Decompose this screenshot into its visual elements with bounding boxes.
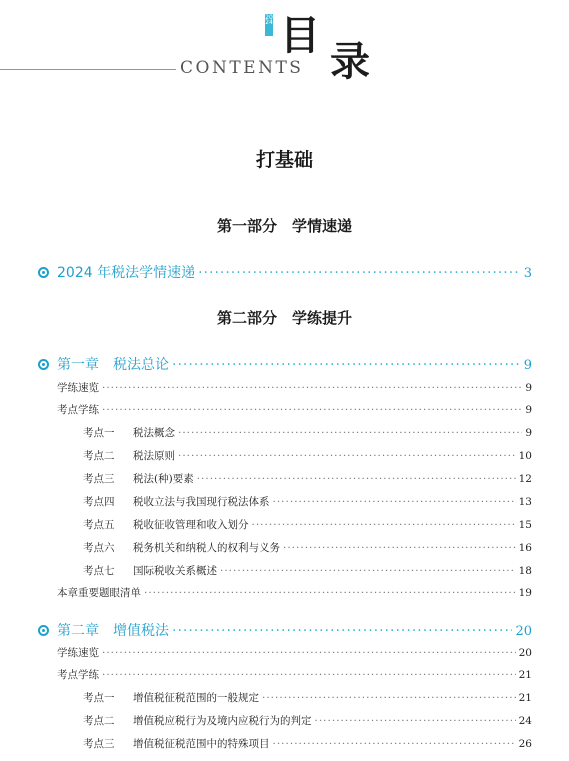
year-badge: 2024 <box>265 14 273 36</box>
toc-entry-label: 税务机关和纳税人的权利与义务 <box>133 542 280 554</box>
toc-chapter-2[interactable] <box>38 620 532 640</box>
dot-leader <box>273 738 516 750</box>
toc-page-number: 10 <box>518 450 532 462</box>
dot-leader <box>102 382 522 394</box>
point-code: 考点七 <box>83 565 115 577</box>
dot-leader <box>178 450 516 462</box>
toc-page-number: 24 <box>518 715 532 727</box>
toc-page-number: 18 <box>518 565 532 577</box>
toc-entry-point[interactable] <box>83 448 532 463</box>
toc-page-number: 20 <box>518 647 532 659</box>
toc-entry-label: 本章重要题眼清单 <box>57 587 141 599</box>
dot-leader <box>172 357 521 373</box>
toc-entry-label: 税收立法与我国现行税法体系 <box>133 496 270 508</box>
dot-leader <box>102 647 516 659</box>
point-code: 考点五 <box>83 519 115 531</box>
toc-page-number: 21 <box>518 692 532 704</box>
circle-bullet-icon <box>38 625 49 636</box>
dot-leader <box>197 473 516 485</box>
point-code: 考点一 <box>83 427 115 439</box>
chapter-label: 第二章 增值税法 <box>57 623 169 639</box>
toc-chapter-1[interactable] <box>38 354 532 374</box>
part2-title: 第二部分 学练提升 <box>216 309 352 327</box>
header-divider-line <box>0 69 176 70</box>
toc-header <box>0 0 569 90</box>
toc-entry-point[interactable] <box>83 425 532 440</box>
main-section-title: 打基础 <box>255 149 313 171</box>
point-code: 考点二 <box>83 450 115 462</box>
dot-leader <box>252 519 516 531</box>
toc-page-number: 12 <box>518 473 532 485</box>
dot-leader <box>178 427 522 439</box>
point-code: 考点三 <box>83 473 115 485</box>
toc-entry-point[interactable] <box>83 736 532 751</box>
chapter-label: 第一章 税法总论 <box>57 357 169 373</box>
dot-leader <box>273 496 516 508</box>
toc-entry-overview-1[interactable] <box>57 380 532 395</box>
toc-entry-label: 考点学练 <box>57 404 99 416</box>
toc-entry-label: 税法原则 <box>133 450 175 462</box>
point-code: 考点一 <box>83 692 115 704</box>
toc-entry-label: 税收征收管理和收入划分 <box>133 519 249 531</box>
toc-entry-points-2[interactable] <box>57 667 532 682</box>
dot-leader <box>102 404 522 416</box>
toc-entry-label: 增值税应税行为及境内应税行为的判定 <box>133 715 312 727</box>
toc-entry-label: 国际税收关系概述 <box>133 565 217 577</box>
toc-page-number: 9 <box>525 382 532 394</box>
contents-word: CONTENTS <box>180 58 304 78</box>
toc-page-number: 3 <box>523 266 532 281</box>
toc-page-number: 13 <box>518 496 532 508</box>
circle-bullet-icon <box>38 267 49 278</box>
toc-title-char-2: 录 <box>330 39 370 85</box>
toc-entry-point[interactable] <box>83 563 532 578</box>
toc-entry-label: 学练速览 <box>57 382 99 394</box>
dot-leader <box>220 565 516 577</box>
toc-page-number: 20 <box>515 624 532 639</box>
toc-entry-label: 学练速览 <box>57 647 99 659</box>
point-code: 考点二 <box>83 715 115 727</box>
dot-leader <box>144 587 516 599</box>
toc-entry-label: 增值税征税范围的一般规定 <box>133 692 259 704</box>
point-code: 考点四 <box>83 496 115 508</box>
toc-page-number: 9 <box>523 358 532 373</box>
dot-leader <box>262 692 516 704</box>
dot-leader <box>198 265 521 281</box>
toc-entry-checklist-1[interactable] <box>57 585 532 600</box>
toc-page-number: 9 <box>525 404 532 416</box>
part1-title: 第一部分 学情速递 <box>216 217 352 235</box>
toc-entry-label: 税法概念 <box>133 427 175 439</box>
toc-entry-point[interactable] <box>83 471 532 486</box>
toc-entry-overview-2[interactable] <box>57 645 532 660</box>
toc-page-number: 9 <box>525 427 532 439</box>
toc-title-char-1: 目 <box>280 13 320 59</box>
toc-entry-point[interactable] <box>83 713 532 728</box>
point-code: 考点六 <box>83 542 115 554</box>
dot-leader <box>102 669 516 681</box>
toc-entry-label: 考点学练 <box>57 669 99 681</box>
toc-page-number: 16 <box>518 542 532 554</box>
circle-bullet-icon <box>38 359 49 370</box>
dot-leader <box>172 623 512 639</box>
toc-entry-label: 税法(种)要素 <box>133 473 194 485</box>
toc-page-number: 21 <box>518 669 532 681</box>
toc-entry-point[interactable] <box>83 494 532 509</box>
toc-page-number: 15 <box>518 519 532 531</box>
toc-entry-points-1[interactable] <box>57 402 532 417</box>
toc-entry-label: 2024 年税法学情速递 <box>57 265 196 281</box>
toc-page-number: 19 <box>518 587 532 599</box>
toc-entry-part1[interactable] <box>38 262 532 282</box>
toc-entry-label: 增值税征税范围中的特殊项目 <box>133 738 270 750</box>
toc-entry-point[interactable] <box>83 517 532 532</box>
point-code: 考点三 <box>83 738 115 750</box>
dot-leader <box>283 542 516 554</box>
toc-entry-point[interactable] <box>83 690 532 705</box>
dot-leader <box>315 715 516 727</box>
toc-entry-point[interactable] <box>83 540 532 555</box>
toc-page-number: 26 <box>518 738 532 750</box>
